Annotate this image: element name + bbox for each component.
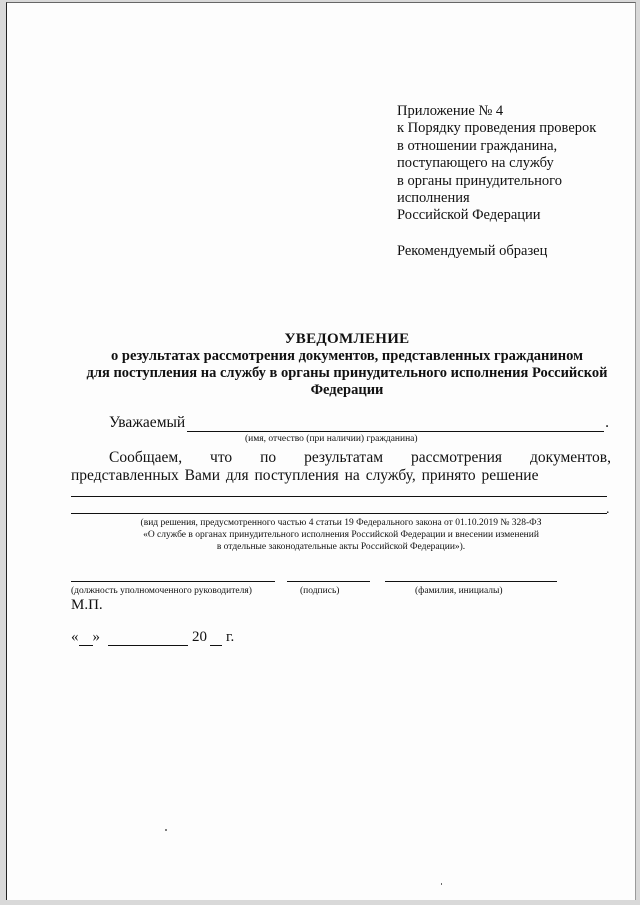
annex-line: в органы принудительного [397,172,562,189]
position-field[interactable] [71,581,275,582]
annex-line: Приложение № 4 [397,103,504,119]
recommended-sample-label: Рекомендуемый образец [397,243,548,259]
date-century: 20 [192,629,207,645]
decision-field-line-1[interactable] [71,496,607,497]
title-subtitle-line: Федерации [310,382,384,398]
annex-line: поступающего на службу [397,155,554,172]
title-subtitle-line: для поступления на службу в органы принудительного исполнения Российской [86,365,608,381]
scan-speck [441,883,442,885]
signature-caption: (подпись) [300,586,340,596]
annex-line: исполнения [397,190,470,207]
title-main: УВЕДОМЛЕНИЕ [284,331,410,347]
annex-line: Российской Федерации [397,207,541,224]
decision-caption-line: (вид решения, предусмотренного частью 4 статьи 19 Федерального закона от 01.10.2019 № 328-ФЗ [140,518,542,528]
date-day-field[interactable] [79,632,93,646]
citizen-name-field[interactable] [187,417,604,432]
annex-line: к Порядку проведения проверок [397,120,597,137]
name-initials-field[interactable] [385,581,557,582]
date-year-field[interactable] [210,632,222,646]
document-title [67,331,627,399]
decision-caption [71,517,611,553]
annex-header [397,103,596,225]
name-initials-caption: (фамилия, инициалы) [415,586,503,596]
position-caption: (должность уполномоченного руководителя) [71,586,252,596]
date-close-quote: » [92,629,100,645]
date-month-field[interactable] [108,632,188,646]
decision-field-line-2[interactable] [71,513,607,514]
stamp-label: М.П. [71,597,103,613]
scan-speck [165,829,167,831]
annex-line: в отношении гражданина, [397,137,558,154]
decision-caption-line: «О службе в органах принудительного исполнения Российской Федерации и внесении изменений [143,530,539,540]
decision-end-mark: . [606,502,610,517]
decision-caption-line: в отдельные законодательные акты Российской Федерации»). [216,542,466,552]
date-open-quote: « [71,629,79,645]
signature-field[interactable] [287,581,370,582]
citizen-name-caption: (имя, отчество (при наличии) гражданина) [245,434,418,444]
date-row [71,629,234,646]
greeting-row [109,414,609,432]
title-subtitle-line: о результатах рассмотрения документов, представленных гражданином [111,348,583,364]
date-year-suffix: г. [226,629,235,645]
document-page [6,2,636,900]
greeting-label: Уважаемый [109,414,186,431]
greeting-end-mark: . [605,414,609,431]
notification-body: Сообщаем, что по результатам рассмотрения документов, представленных Вами для поступления на службу, принято решение [71,449,611,484]
